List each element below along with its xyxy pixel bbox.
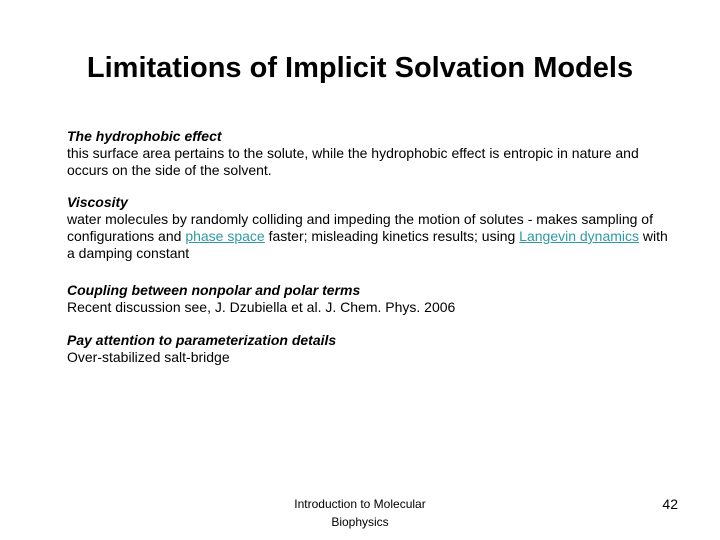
section-heading: Pay attention to parameterization details [67, 332, 337, 348]
section-heading: Viscosity [67, 194, 128, 210]
section-coupling [67, 282, 677, 316]
section-parameterization [67, 332, 677, 366]
footer-line: Biophysics [331, 515, 389, 529]
section-hydrophobic-effect [67, 128, 677, 179]
section-body [67, 211, 677, 262]
footer-line: Introduction to Molecular [294, 497, 426, 511]
langevin-dynamics-link[interactable]: Langevin dynamics [519, 228, 640, 244]
body-text: with a damping constant [67, 228, 668, 261]
section-viscosity [67, 194, 677, 262]
section-body: Over-stabilized salt-bridge [67, 349, 230, 365]
phase-space-link[interactable]: phase space [185, 228, 265, 244]
section-heading: Coupling between nonpolar and polar terms [67, 282, 361, 298]
page-number: 42 [662, 496, 678, 512]
section-heading: The hydrophobic effect [67, 128, 222, 144]
body-text: water molecules by randomly colliding and impeding the motion of solutes - makes sampling of configurations and [67, 211, 653, 244]
section-body: Recent discussion see, J. Dzubiella et al. J. Chem. Phys. 2006 [67, 299, 456, 315]
body-text: faster; misleading kinetics results; using [264, 228, 520, 244]
section-body: this surface area pertains to the solute, while the hydrophobic effect is entropic in nature and occurs on the side of the solvent. [67, 145, 639, 178]
slide-title: Limitations of Implicit Solvation Models [86, 52, 634, 84]
footer-course-title [260, 495, 460, 531]
